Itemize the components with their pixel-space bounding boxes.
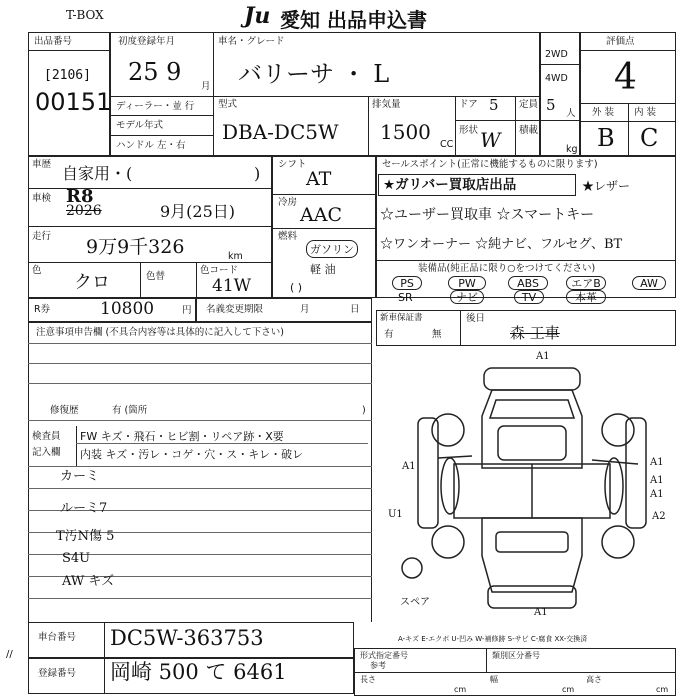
width-unit: cm [562, 685, 575, 694]
color-change-label: 色替 [146, 271, 166, 282]
mileage-value: 9万9千326 [86, 236, 185, 258]
inspection-value: R8 [66, 186, 94, 207]
sales-badge: ★ガリバー買取店出品 [378, 174, 576, 196]
equip-airbag: エアB [566, 276, 606, 290]
diagram-mark-6: A1 [650, 489, 664, 500]
diagram-mark-2: A1 [402, 461, 416, 472]
diagram-legend: A-キズ E-エクボ U-凹み W-補修跡 S-サビ C-腐食 XX-交換済 [398, 635, 588, 643]
model-label: 型式 [218, 99, 238, 110]
equip-ps: PS [392, 276, 422, 290]
inspector-l1: 検査員 [32, 431, 61, 442]
registration-month-unit: 月 [201, 81, 211, 92]
length-label: 長さ [360, 675, 376, 684]
sales-line2: ☆ユーザー買取車 ☆スマートキー [380, 207, 595, 223]
plate-label: 登録番号 [38, 668, 77, 679]
equip-navi: ナビ [450, 290, 484, 304]
model-spec-label: 形式指定番号 [360, 651, 408, 660]
mileage-label: 走行 [32, 231, 52, 242]
warranty-label: 新車保証書 [380, 313, 423, 323]
lot-number: 00151 [35, 88, 112, 116]
inspector-l2: 記入欄 [32, 447, 61, 458]
equip-aw: AW [632, 276, 666, 290]
header-title: 愛知 出品申込書 [280, 8, 427, 32]
dealer-l2: モデル年式 [116, 120, 164, 131]
equip-abs: ABS [508, 276, 548, 290]
equip-leather: 本革 [566, 290, 606, 304]
fuel-diesel: 軽 油 [310, 263, 336, 276]
car-name-value: バリーサ ・ L [238, 60, 390, 88]
color-code: 41W [212, 276, 252, 296]
load-unit: kg [566, 144, 578, 155]
spare-label: スペア [400, 597, 430, 608]
evaluation-label: 評価点 [606, 36, 635, 47]
int-label: 内 装 [634, 107, 657, 118]
ext-score: B [597, 124, 615, 152]
history-close: ) [254, 164, 261, 183]
header-logo: Ju [244, 3, 271, 29]
height-label: 高さ [586, 675, 602, 684]
displacement-value: 1500 [380, 120, 431, 144]
int-score: C [640, 124, 659, 152]
fuel-paren: ( ) [290, 281, 303, 294]
door-value: 5 [489, 96, 499, 114]
registration-label: 初度登録年月 [118, 36, 176, 47]
name-change-day: 日 [350, 304, 360, 315]
ext-label: 外 装 [592, 107, 615, 118]
shape-label: 形状 [459, 125, 479, 136]
diagram-mark-5: U1 [388, 509, 403, 520]
car-damage-diagram [378, 346, 678, 636]
drive-2wd: 2WD [545, 49, 568, 60]
name-change-label: 名義変更期限 [206, 304, 264, 315]
registration-value: 25 9 [128, 58, 182, 86]
capacity-unit: 人 [566, 108, 576, 119]
inspection-date: 9月(25日) [160, 202, 236, 221]
mileage-unit: km [228, 251, 243, 262]
hw-note-2: ルーミ7 [60, 501, 108, 516]
sales-line1: ★レザー [582, 179, 631, 193]
displacement-label: 排気量 [372, 99, 401, 110]
top-note: T-BOX [66, 8, 104, 22]
inspection-label: 車検 [32, 193, 52, 204]
model-value: DBA-DC5W [222, 120, 339, 144]
equip-tv: TV [514, 290, 544, 304]
dealer-l1: ディーラー・並 行 [116, 101, 195, 112]
diagram-mark-4: A1 [650, 475, 664, 486]
load-label: 積載 [519, 125, 539, 136]
diagram-mark-3: A1 [650, 457, 664, 468]
recycle-label: 後日 [466, 313, 486, 324]
evaluation-score: 4 [614, 57, 637, 98]
margin-mark: // [6, 649, 13, 660]
hw-note-5: AW キズ [62, 574, 115, 589]
shape-value: W [480, 128, 501, 152]
recycle-value: 森 工車 [510, 324, 560, 342]
shift-value: AT [306, 168, 332, 190]
plate-value: 岡崎 500 て 6461 [110, 660, 287, 684]
repair-close: ) [362, 405, 366, 416]
width-label: 幅 [490, 675, 498, 684]
sales-line3: ☆ワンオーナー ☆純ナビ、フルセグ、BT [380, 237, 623, 252]
warranty-no: 無 [432, 329, 442, 340]
displacement-unit: CC [440, 139, 454, 150]
r-ticket-unit: 円 [182, 305, 192, 316]
car-name-label: 車名・グレード [218, 36, 285, 47]
sales-label: セールスポイント(正常に機能するものに限ります) [382, 159, 598, 170]
shift-label: シフト [278, 159, 307, 170]
inspector-fw-row: FW キズ・飛石・ヒビ割・リペア跡・X要 [80, 430, 284, 443]
equip-sr: SR [398, 291, 413, 304]
height-unit: cm [656, 685, 669, 694]
repair-value: 有 (箇所 [112, 405, 148, 416]
history-label: 車歴 [32, 159, 52, 170]
hw-note-4: S4U [62, 551, 91, 566]
r-ticket-label: R券 [34, 304, 51, 315]
length-unit: cm [454, 685, 467, 694]
lot-label: 出品番号 [34, 36, 73, 47]
capacity-label: 定員 [519, 99, 539, 110]
inspector-int-row: 内装 キズ・汚レ・コゲ・穴・ス・キレ・破レ [80, 448, 304, 461]
repair-label: 修復歴 [50, 405, 79, 416]
fuel-gasoline: ガソリン [306, 240, 358, 258]
color-code-label: 色コード [200, 265, 239, 276]
capacity-value: 5 [546, 96, 556, 114]
drive-4wd: 4WD [545, 73, 568, 84]
category-label: 類別区分番号 [492, 651, 540, 660]
door-label: ドア [459, 99, 478, 110]
color-label: 色 [32, 265, 42, 276]
history-value: 自家用・( [62, 164, 133, 183]
diagram-mark-1: A1 [536, 351, 550, 362]
equipment-label: 装備品(純正品に限り○をつけてください) [418, 263, 596, 274]
equip-pw: PW [448, 276, 486, 290]
lot-code: [2106] [44, 68, 91, 83]
dealer-l3: ハンドル 左・右 [116, 140, 186, 151]
warranty-yes: 有 [384, 329, 394, 340]
inspection-struck: 2026 [66, 203, 102, 219]
hw-note-3: T汚N傷 5 [56, 529, 115, 544]
chassis-value: DC5W-363753 [110, 626, 264, 650]
aircon-label: 冷房 [278, 197, 298, 208]
diagram-mark-7: A2 [652, 511, 666, 522]
name-change-month: 月 [300, 304, 310, 315]
aircon-value: AAC [300, 204, 342, 226]
ref-label-1: 参考 [370, 661, 386, 670]
hw-note-1: カーミ [60, 469, 100, 484]
chassis-label: 車台番号 [38, 632, 77, 643]
notes-label: 注意事項申告欄 (不具合内容等は具体的に記入して下さい) [36, 327, 284, 338]
color-value: クロ [74, 272, 110, 293]
r-ticket-value: 10800 [100, 299, 155, 319]
fuel-label: 燃料 [278, 231, 298, 242]
diagram-mark-8: A1 [534, 607, 548, 618]
